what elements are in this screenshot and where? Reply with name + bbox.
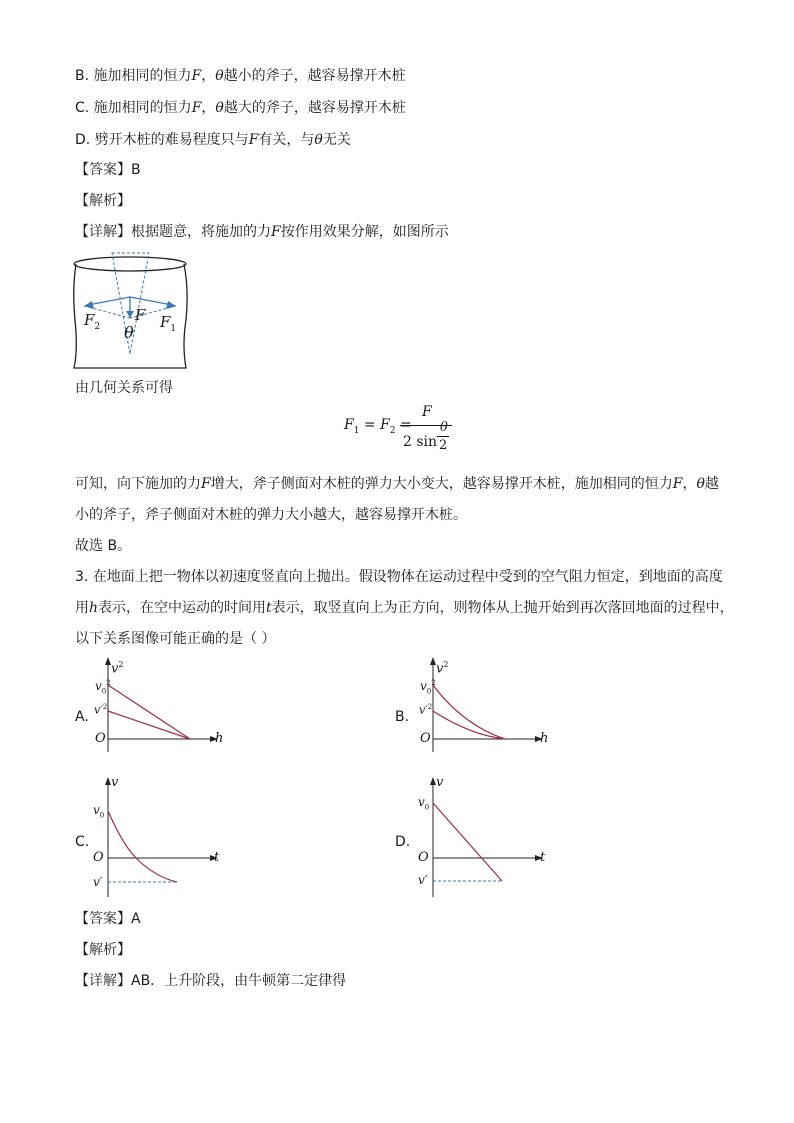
conclusion-line-2: 小的斧子，斧子侧面对木桩的弹力大小越大，越容易撑开木桩。	[75, 507, 467, 523]
f-label: F	[135, 306, 146, 324]
graph-c-origin: O	[93, 850, 104, 865]
graph-c-curve	[108, 811, 177, 882]
graph-d-origin: O	[418, 850, 429, 865]
graph-a-v0: $v_0^2$	[95, 679, 111, 696]
graph-d-x-label: t	[540, 850, 546, 865]
graph-b-vprime: $v'^2$	[419, 703, 433, 717]
graph-a-origin: O	[95, 731, 106, 746]
graph-c-label: C.	[75, 834, 90, 850]
graph-c	[90, 775, 230, 900]
option-c: C. 施加相同的恒力F，θ越大的斧子，越容易撑开木桩	[75, 100, 406, 116]
analysis-2: 【解析】	[75, 193, 131, 209]
graph-b-label: B.	[395, 709, 410, 725]
detail-3: 【详解】AB．上升阶段，由牛顿第二定律得	[75, 973, 347, 989]
graph-a-y-label: $v^2$	[111, 660, 124, 677]
graph-c-x-label: t	[214, 850, 220, 865]
q3-line-2: 用h表示，在空中运动的时间用t表示，取竖直向上为正方向，则物体从上抛开始到再次落回地面的过程中，	[75, 600, 734, 616]
geometry-text: 由几何关系可得	[75, 380, 173, 396]
answer-3: 【答案】A	[75, 911, 141, 927]
graph-d	[415, 775, 555, 900]
analysis-3: 【解析】	[75, 942, 131, 958]
q3-line-1: 3. 在地面上把一物体以初速度竖直向上抛出。假设物体在运动过程中受到的空气阻力恒定，到地面的高度	[75, 569, 723, 585]
option-b: B. 施加相同的恒力F，θ越小的斧子，越容易撑开木桩	[75, 68, 406, 84]
graph-c-y-label: v	[111, 775, 119, 790]
graph-d-v0: $v_0$	[418, 795, 430, 812]
f2-label: $F_2$	[84, 311, 101, 332]
conclusion-line-1: 可知，向下施加的力F增大，斧子侧面对木桩的弹力大小变大，越容易撑开木桩，施加相同的恒力F，θ越	[75, 476, 719, 492]
force-f2-arrow	[88, 297, 130, 305]
graph-b-origin: O	[420, 731, 431, 746]
detail-2: 【详解】根据题意，将施加的力F按作用效果分解，如图所示	[75, 224, 449, 240]
graph-b-y-label: $v^2$	[436, 660, 449, 677]
q3-line-3: 以下关系图像可能正确的是（ ）	[75, 631, 276, 647]
graph-b-v0: $v_0^2$	[420, 679, 436, 696]
graph-a-x-label: h	[215, 731, 224, 746]
graph-a-upper-line	[108, 685, 190, 739]
graph-c-v0: $v_0$	[93, 803, 105, 820]
stake-top-ellipse	[74, 257, 186, 271]
option-d: D. 劈开木桩的难易程度只与F有关，与θ无关	[75, 132, 351, 148]
graph-d-line	[433, 803, 502, 881]
f1-label: $F_1$	[160, 313, 177, 334]
graph-b-upper-curve	[433, 685, 505, 739]
graph-d-y-label: v	[436, 775, 444, 790]
graph-a-label: A.	[75, 709, 89, 725]
answer-2: 【答案】B	[75, 162, 141, 178]
graph-c-vprime: v′	[93, 875, 103, 889]
graph-a-lower-line	[108, 711, 190, 739]
graph-d-vprime: v′	[418, 873, 428, 887]
theta-label: θ	[124, 323, 134, 342]
choose-b: 故选 B。	[75, 538, 132, 554]
force-f1-arrow	[130, 297, 172, 305]
graph-a-vprime: $v'^2$	[94, 703, 108, 717]
graph-b-x-label: h	[540, 731, 549, 746]
graph-d-label: D.	[395, 834, 411, 850]
